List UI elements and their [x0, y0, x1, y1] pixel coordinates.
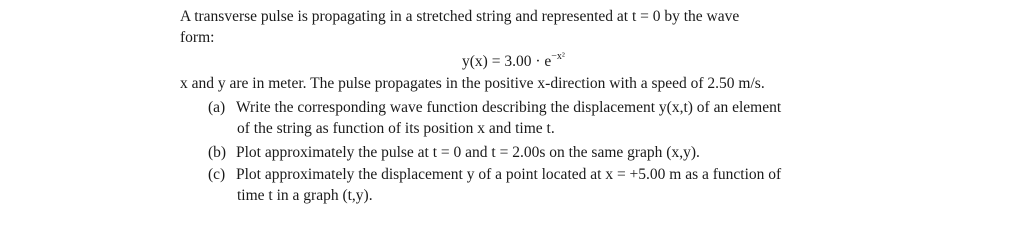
question-b-text-1: Plot approximately the pulse at t = 0 and t = 2.00s on the same graph (x,y). — [236, 144, 700, 161]
question-c-label: (c) — [208, 166, 226, 183]
question-a-label: (a) — [208, 99, 226, 116]
question-c-text-1: Plot approximately the displacement y of a point located at x = +5.00 m as a function of — [236, 166, 782, 183]
intro-line-2: form: — [180, 29, 215, 46]
question-a-text-1: Write the corresponding wave function describing the displacement y(x,t) of an element — [236, 99, 782, 116]
question-b-label: (b) — [208, 144, 227, 161]
wave-formula — [462, 51, 565, 74]
question-a-line-1 — [208, 97, 781, 118]
question-c-line-1 — [208, 164, 781, 185]
intro-line-1: A transverse pulse is propagating in a stretched string and represented at t = 0 by the wave — [180, 8, 740, 25]
units-line: x and y are in meter. The pulse propagates in the positive x-direction with a speed of 2.50 m/s. — [180, 75, 765, 92]
question-a-line-2: of the string as function of its position x and time t. — [237, 120, 555, 137]
formula-lhs: y(x) = 3.00 · e — [462, 53, 552, 70]
question-b-line-1 — [208, 142, 700, 163]
question-c-line-2: time t in a graph (t,y). — [237, 187, 373, 204]
formula-exponent: −x² — [551, 51, 565, 62]
